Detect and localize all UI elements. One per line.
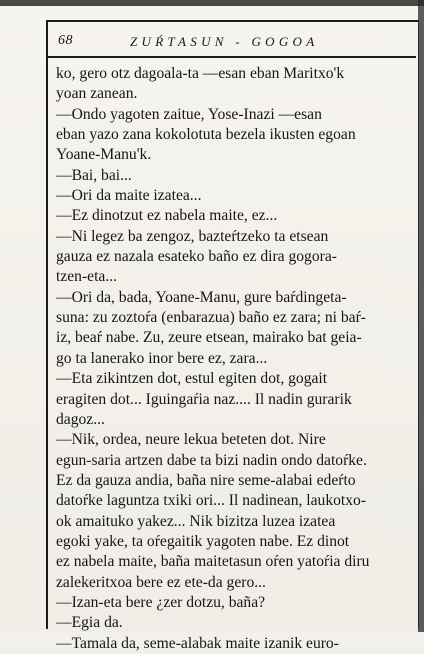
page-header (46, 28, 416, 58)
text-line: —Egia da. (56, 614, 123, 632)
text-line: dagoz... (56, 410, 105, 428)
text-line: gauza ez nazala esateko baño ez dira gogora- (56, 248, 337, 266)
text-line: tzen-eta... (56, 268, 118, 286)
text-line: —Tamala da, seme-alabak maite izanik euro- (56, 634, 339, 652)
text-line: egoki yake, ta oŕegaitik yagoten nabe. Ez dinot (56, 532, 350, 550)
text-line: egun-saria artzen dabe ta bizi nadin ondo datoŕke. (56, 451, 367, 469)
text-line: yoan zanean. (56, 85, 138, 103)
page-number: 68 (58, 33, 73, 48)
text-line: eban yazo zana kokolotuta bezela ikusten egoan (56, 126, 356, 144)
text-line: Yoane-Manu'k. (56, 146, 152, 164)
text-line: —Ori da maite izatea... (56, 187, 202, 205)
text-line: datoŕke laguntza txiki ori... Il nadinean, laukotxo- (56, 492, 367, 510)
text-line: Ez da gauza andia, baña nire seme-alabai edeŕto (56, 471, 356, 489)
text-line: —Ori da, bada, Yoane-Manu, gure baŕdingeta- (56, 288, 347, 306)
text-line: —Ez dinotzut ez nabela maite, ez... (56, 207, 278, 225)
text-line: —Bai, bai... (56, 166, 132, 184)
text-line: —Eta zikintzen dot, estul egiten dot, gogait (56, 370, 328, 388)
text-line: eragiten dot... Iguingaŕia naz.... Il nadin gurarik (56, 390, 352, 408)
body-text (56, 64, 412, 654)
text-line: —Ondo yagoten zaitue, Yose-Inazi —esan (56, 105, 322, 123)
text-line: zalekeritxoa bere ez ete-da gero... (56, 573, 266, 591)
text-line: —Nik, ordea, neure lekua beteten dot. Nire (56, 431, 326, 449)
text-line: suna: zu zoztoŕa (enbarazua) baño ez zara; ni baŕ- (56, 309, 366, 327)
scan-edge-top (0, 0, 424, 6)
text-line: —Ni legez ba zengoz, bazteŕtzeko ta etsean (56, 227, 329, 245)
text-line: —Izan-eta bere ¿zer dotzu, baña? (56, 593, 266, 611)
running-title: ZUŔTASUN - GOGOA (130, 34, 319, 49)
text-line: ok amaituko yakez... Nik bizitza luzea izatea (56, 512, 336, 530)
text-line: ko, gero otz dagoala-ta —esan eban Maritxo'k (56, 65, 345, 82)
text-line: ez nabela maite, baña maitetasun oŕen yatoŕia diru (56, 553, 370, 571)
text-line: go ta lanerako inor bere ez, zara... (56, 349, 268, 367)
text-line: iz, beaŕ nabe. Zu, zeure etsean, mairako bat geia- (56, 329, 362, 347)
